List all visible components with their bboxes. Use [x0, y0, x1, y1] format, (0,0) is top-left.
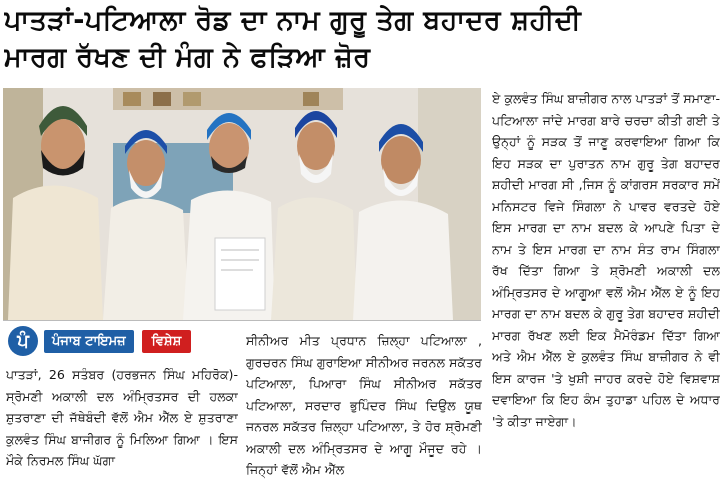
headline-line-1: ਪਾਤੜਾਂ-ਪਟਿਆਲਾ ਰੋਡ ਦਾ ਨਾਮ ਗੁਰੂ ਤੇਗ ਬਹਾਦਰ ਸ਼ਹੀਦੀ [4, 5, 582, 36]
article-paragraph-2: ਸੀਨੀਅਰ ਮੀਤ ਪ੍ਰਧਾਨ ਜ਼ਿਲ੍ਹਾ ਪਟਿਆਲਾ , ਗੁਰਚਰਨ ਸਿੰਘ ਗੁਰਾਇਆ ਸੀਨੀਅਰ ਜਰਨਲ ਸਕੱਤਰ ਪਟਿਆਲਾ, ਪਿਆਰਾ ਸਿੰਘ ਸੀਨੀਅਰ ਸਕੱਤਰ ਪਟਿਆਲਾ, ਸਰਦਾਰ ਭੁਪਿੰਦਰ ਸਿੰਘ ਦਿਉਲ ਯੂਥ ਜਨਰਲ ਸਕੱਤਰ ਜ਼ਿਲ੍ਹਾ ਪਟਿਆਲਾ, ਤੇ ਹੋਰ ਸ਼੍ਰੋਮਣੀ ਅਕਾਲੀ ਦਲ ਅੰਮ੍ਰਿਤਸਰ ਦੇ ਆਗੂ ਮੌਜੂਦ ਰਹੇ । ਜਿਨ੍ਹਾਂ ਵੱਲੋਂ ਐਮ ਐੱਲ [246, 333, 482, 477]
news-photo [3, 88, 481, 321]
article-paragraph-1: ਪਾਤੜਾਂ, 26 ਸਤੰਬਰ (ਹਰਭਜਨ ਸਿੰਘ ਮਹਿਰੋਕ)-ਸ੍ਰੋਮਣੀ ਅਕਾਲੀ ਦਲ ਅੰਮ੍ਰਿਤਸਰ ਦੀ ਹਲਕਾ ਸ਼ੁਤਰਾਣਾ ਦੀ ਜੱਥੇਬੰਦੀ ਵੱਲੋਂ ਐਮ ਐੱਲ ਏ ਸ਼ੁਤਰਾਣਾ ਕੁਲਵੰਤ ਸਿੰਘ ਬਾਜੀਗਰ ਨੂੰ ਮਿਲਿਆ ਗਿਆ । ਇਸ ਮੌਕੇ ਨਿਰਮਲ ਸਿੰਘ ਘੱਗਾ [6, 367, 238, 468]
headline [4, 2, 719, 76]
section-badge: ਵਿਸ਼ੇਸ਼ [142, 330, 192, 353]
article-column-3 [492, 88, 720, 486]
article-column-2 [246, 330, 482, 488]
article-column-1 [6, 364, 238, 488]
photo-illustration [3, 88, 481, 320]
article-paragraph-3: ਏ ਕੁਲਵੰਤ ਸਿੰਘ ਬਾਜ਼ੀਗਰ ਨਾਲ ਪਾਤੜਾਂ ਤੋਂ ਸਮਾਣਾ- ਪਟਿਆਲਾ ਜਾਂਦੇ ਮਾਰਗ ਬਾਰੇ ਚਰਚਾ ਕੀਤੀ ਗਈ ਤੇ ਉਨ੍ਹਾਂ ਨੂੰ ਸੜਕ ਤੋਂ ਜਾਣੂ ਕਰਵਾਇਆ ਗਿਆ ਕਿ ਇਹ ਸੜਕ ਦਾ ਪੁਰਾਤਨ ਨਾਮ ਗੁਰੂ ਤੇਗ ਬਹਾਦਰ ਸ਼ਹੀਦੀ ਮਾਰਗ ਸੀ ,ਜਿਸ ਨੂੰ ਕਾਂਗਰਸ ਸਰਕਾਰ ਸਮੇਂ ਮਨਿਸਟਰ ਵਿਜੇ ਸਿੰਗਲਾ ਨੇ ਪਾਵਰ ਵਰਤਦੇ ਹੋਏ ਇਸ ਮਾਰਗ ਦਾ ਨਾਮ ਬਦਲ ਕੇ ਆਪਣੇ ਪਿਤਾ ਦੇ ਨਾਮ ਤੇ ਇਸ ਮਾਰਗ ਦਾ ਨਾਮ ਸੰਤ ਰਾਮ ਸਿੰਗਲਾ ਰੱਖ ਦਿੱਤਾ ਗਿਆ ਤੇ ਸ਼੍ਰੋਮਣੀ ਅਕਾਲੀ ਦਲ ਅੰਮ੍ਰਿਤਸਰ ਦੇ ਆਗੂਆ ਵਲੋਂ ਐਮ ਐੱਲ ਏ ਨੂੰ ਇਹ ਮਾਰਗ ਦਾ ਨਾਮ ਬਦਲ ਕੇ ਗੁਰੂ ਤੇਗ ਬਹਾਦਰ ਸ਼ਹੀਦੀ ਮਾਰਗ ਰੱਖਣ ਲਈ ਇਕ ਮੈਮੋਰੰਡਮ ਦਿੱਤਾ ਗਿਆ ਅਤੇ ਐਮ ਐੱਲ ਏ ਕੁਲਵੰਤ ਸਿੰਘ ਬਾਜ਼ੀਗਰ ਨੇ ਵੀ ਇਸ ਕਾਰਜ 'ਤੇ ਖੁਸ਼ੀ ਜਾਹਰ ਕਰਦੇ ਹੋਏ ਵਿਸ਼ਵਾਸ਼ ਦਵਾਇਆ ਕਿ ਇਹ ਕੰਮ ਤੁਹਾਡਾ ਪਹਿਲ ਦੇ ਅਧਾਰ 'ਤੇ ਕੀਤਾ ਜਾਏਗਾ। [492, 91, 720, 429]
publication-brand: ਪੰਜਾਬ ਟਾਇਮਜ਼ [44, 330, 134, 353]
punjab-times-logo-icon: ਪੰ [8, 326, 38, 356]
publication-tag-row [4, 325, 240, 357]
headline-line-2: ਮਾਰਗ ਰੱਖਣ ਦੀ ਮੰਗ ਨੇ ਫੜਿਆ ਜ਼ੋਰ [4, 42, 371, 73]
